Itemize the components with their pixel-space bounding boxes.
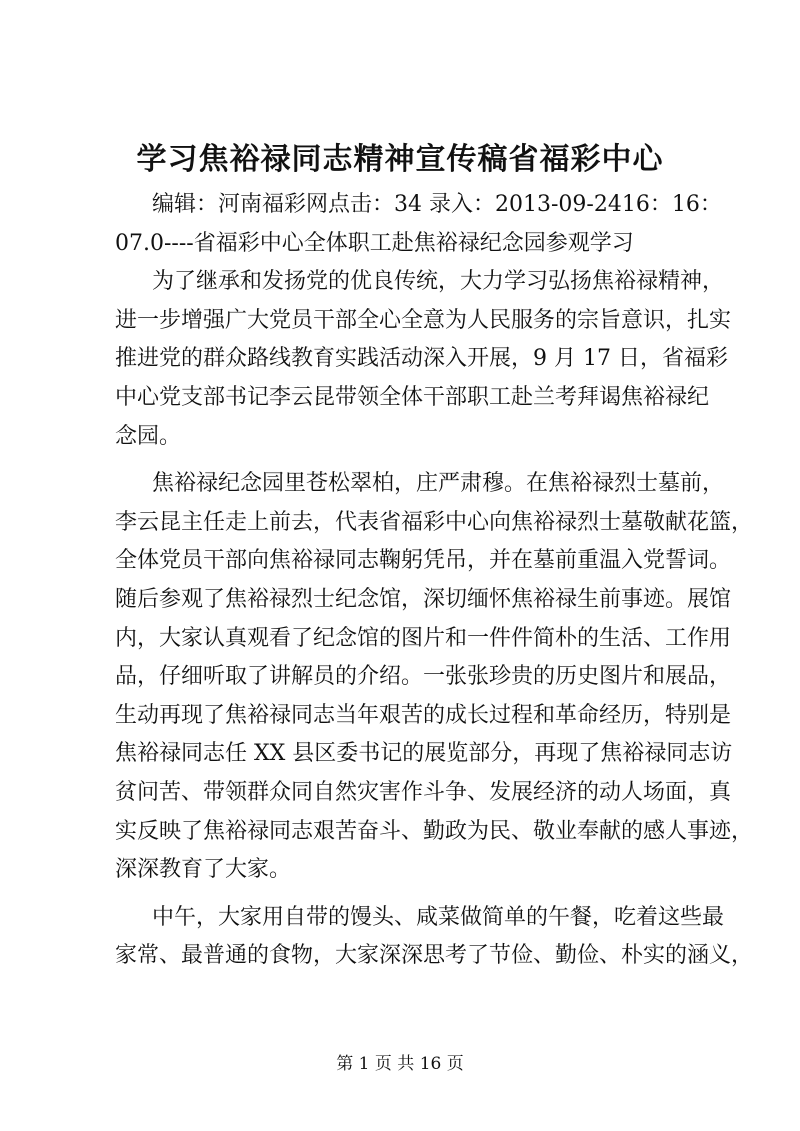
paragraph-line: 为了继承和发扬党的优良传统，大力学习弘扬焦裕禄精神， (152, 269, 725, 295)
document-title: 学习焦裕禄同志精神宣传稿省福彩中心 (136, 142, 664, 177)
paragraph (115, 263, 732, 456)
paragraph-line: 随后参观了焦裕禄烈士纪念馆，深切缅怀焦裕禄生前事迹。展馆 (115, 586, 732, 612)
paragraph-gap (115, 456, 705, 465)
meta-line: 07.0----省福彩中心全体职工赴焦裕禄纪念园参观学习 (115, 230, 634, 256)
paragraph-line: 实反映了焦裕禄同志艰苦奋斗、勤政为民、敬业奉献的感人事迹， (115, 818, 754, 844)
meta-line: 编辑：河南福彩网点击：34 录入：2013-09-2416：16： (152, 192, 722, 217)
paragraph-line: 家常、最普通的食物，大家深深思考了节俭、勤俭、朴实的涵义， (115, 943, 754, 969)
page-indicator: 第 1 页 共 16 页 (336, 1054, 464, 1074)
paragraph (115, 899, 754, 976)
paragraph-line: 深深教育了大家。 (115, 857, 292, 883)
paragraph-line: 焦裕禄同志任 XX 县区委书记的展览部分，再现了焦裕禄同志访 (115, 741, 733, 767)
paragraph-gap (115, 890, 705, 899)
paragraph-line: 全体党员干部向焦裕禄同志鞠躬凭吊，并在墓前重温入党誓词。 (115, 548, 732, 574)
paragraph-line: 贫问苦、带领群众同自然灾害作斗争、发展经济的动人场面，真 (115, 779, 732, 805)
paragraph-line: 焦裕禄纪念园里苍松翠柏，庄严肃穆。在焦裕禄烈士墓前， (152, 471, 725, 497)
paragraph-line: 中午，大家用自带的馒头、咸菜做简单的午餐，吃着这些最 (152, 904, 725, 930)
paragraph (115, 465, 754, 890)
paragraph-line: 内，大家认真观看了纪念馆的图片和一件件简朴的生活、工作用 (115, 625, 732, 651)
paragraph-line: 进一步增强广大党员干部全心全意为人民服务的宗旨意识，扎实 (115, 307, 732, 333)
paragraph-line: 品，仔细听取了讲解员的介绍。一张张珍贵的历史图片和展品， (115, 664, 732, 690)
document-body (115, 186, 754, 976)
paragraph-line: 中心党支部书记李云昆带领全体干部职工赴兰考拜谒焦裕禄纪 (115, 384, 710, 410)
paragraph-line: 生动再现了焦裕禄同志当年艰苦的成长过程和革命经历，特别是 (115, 702, 732, 728)
paragraph-line: 李云昆主任走上前去，代表省福彩中心向焦裕禄烈士墓敬献花篮， (115, 509, 754, 535)
paragraph-line: 推进党的群众路线教育实践活动深入开展，9 月 17 日，省福彩 (115, 346, 728, 372)
meta-block (115, 186, 722, 263)
paragraph-line: 念园。 (115, 423, 182, 449)
